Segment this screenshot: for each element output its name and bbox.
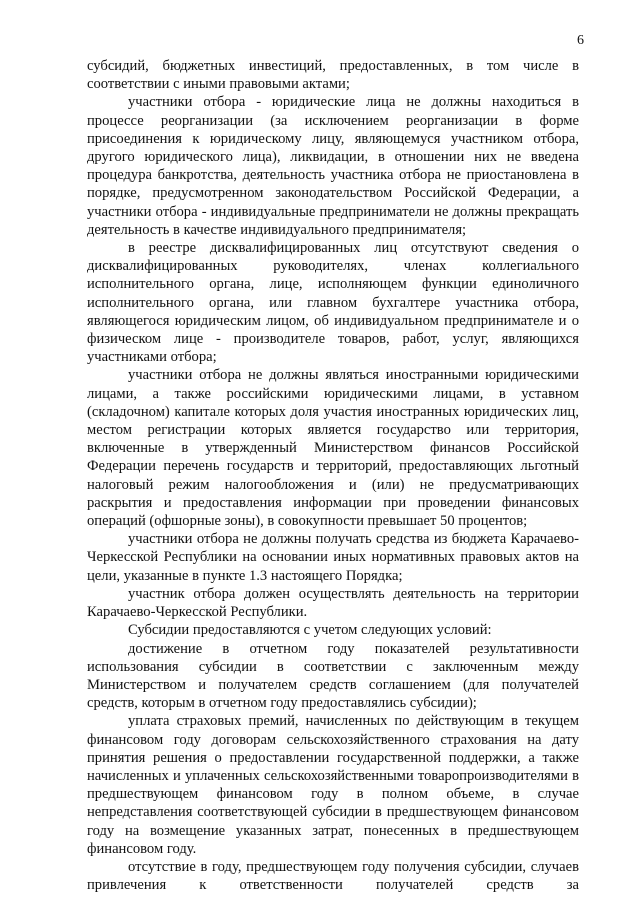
paragraph-budget-funds: участники отбора не должны получать средства из бюджета Карачаево-Черкесской Республики на основании иных нормативных правовых актов на цели, указанные в пункте 1.3 настоящего Порядка; bbox=[87, 531, 579, 584]
paragraph-insurance-premiums: уплата страховых премий, начисленных по действующим в текущем финансовом году договорам сельскохозяйственного страхования на дату принятия решения о предоставлении государственной поддержки, а также начисленных и уплаченных сельскохозяйственными товаропроизводителями в предшествующем финансовом году в полном объеме, в случае непредставления соответствующей субсидии в предшествующем финансовом году на возмещение указанных затрат, понесенных в предшествующем финансовом году. bbox=[87, 713, 579, 857]
paragraph-reorganization: участники отбора - юридические лица не должны находиться в процессе реорганизации (за исключением реорганизации в форме присоединения к юридическому лицу, являющемуся участником отбора, другого юридического лица), ликвидации, в отношении них не введена процедура банкротства, деятельность участника отбора не приостановлена в порядке, предусмотренном законодательством Российской Федерации, а участники отбора - индивидуальные предприниматели не должны прекращать деятельность в качестве индивидуального предпринимателя; bbox=[87, 94, 579, 238]
paragraph-conditions-intro: Субсидии предоставляются с учетом следующих условий: bbox=[128, 622, 492, 639]
document-body bbox=[87, 57, 579, 894]
paragraph-continuation: субсидий, бюджетных инвестиций, предоставленных, в том числе в соответствии с иными правовыми актами; bbox=[87, 58, 579, 93]
paragraph-liability: отсутствие в году, предшествующем году получения субсидии, случаев привлечения к ответственности получателей средств за bbox=[87, 858, 579, 894]
paragraph-territory: участник отбора должен осуществлять деятельность на территории Карачаево-Черкесской Республики. bbox=[87, 585, 579, 621]
page-number: 6 bbox=[577, 33, 584, 48]
paragraph-foreign-entities: участники отбора не должны являться иностранными юридическими лицами, а также российскими юридическими лицами, в уставном (складочном) капитале которых доля участия иностранных юридических лиц, местом регистрации которых является государство или территория, включенные в утвержденный Министерством финансов Российской Федерации перечень государств и территорий, предоставляющих льготный налоговый режим налогообложения и (или) не предусматривающих раскрытия и предоставления информации при проведении финансовых операций (офшорные зоны), в совокупности превышает 50 процентов; bbox=[87, 367, 579, 530]
paragraph-disqualified-registry: в реестре дисквалифицированных лиц отсутствуют сведения о дисквалифицированных руководителях, членах коллегиального исполнительного органа, лице, исполняющем функции единоличного исполнительного органа, или главном бухгалтере участника отбора, являющегося юридическим лицом, об индивидуальном предпринимателе и о физическом лице - производителе товаров, работ, услуг, являющихся участниками отбора; bbox=[87, 240, 579, 366]
paragraph-performance-indicators: достижение в отчетном году показателей результативности использования субсидии в соответствии с заключенным между Министерством и получателем средств соглашением (для получателей средств, которым в отчетном году предоставлялись субсидии); bbox=[87, 640, 579, 712]
